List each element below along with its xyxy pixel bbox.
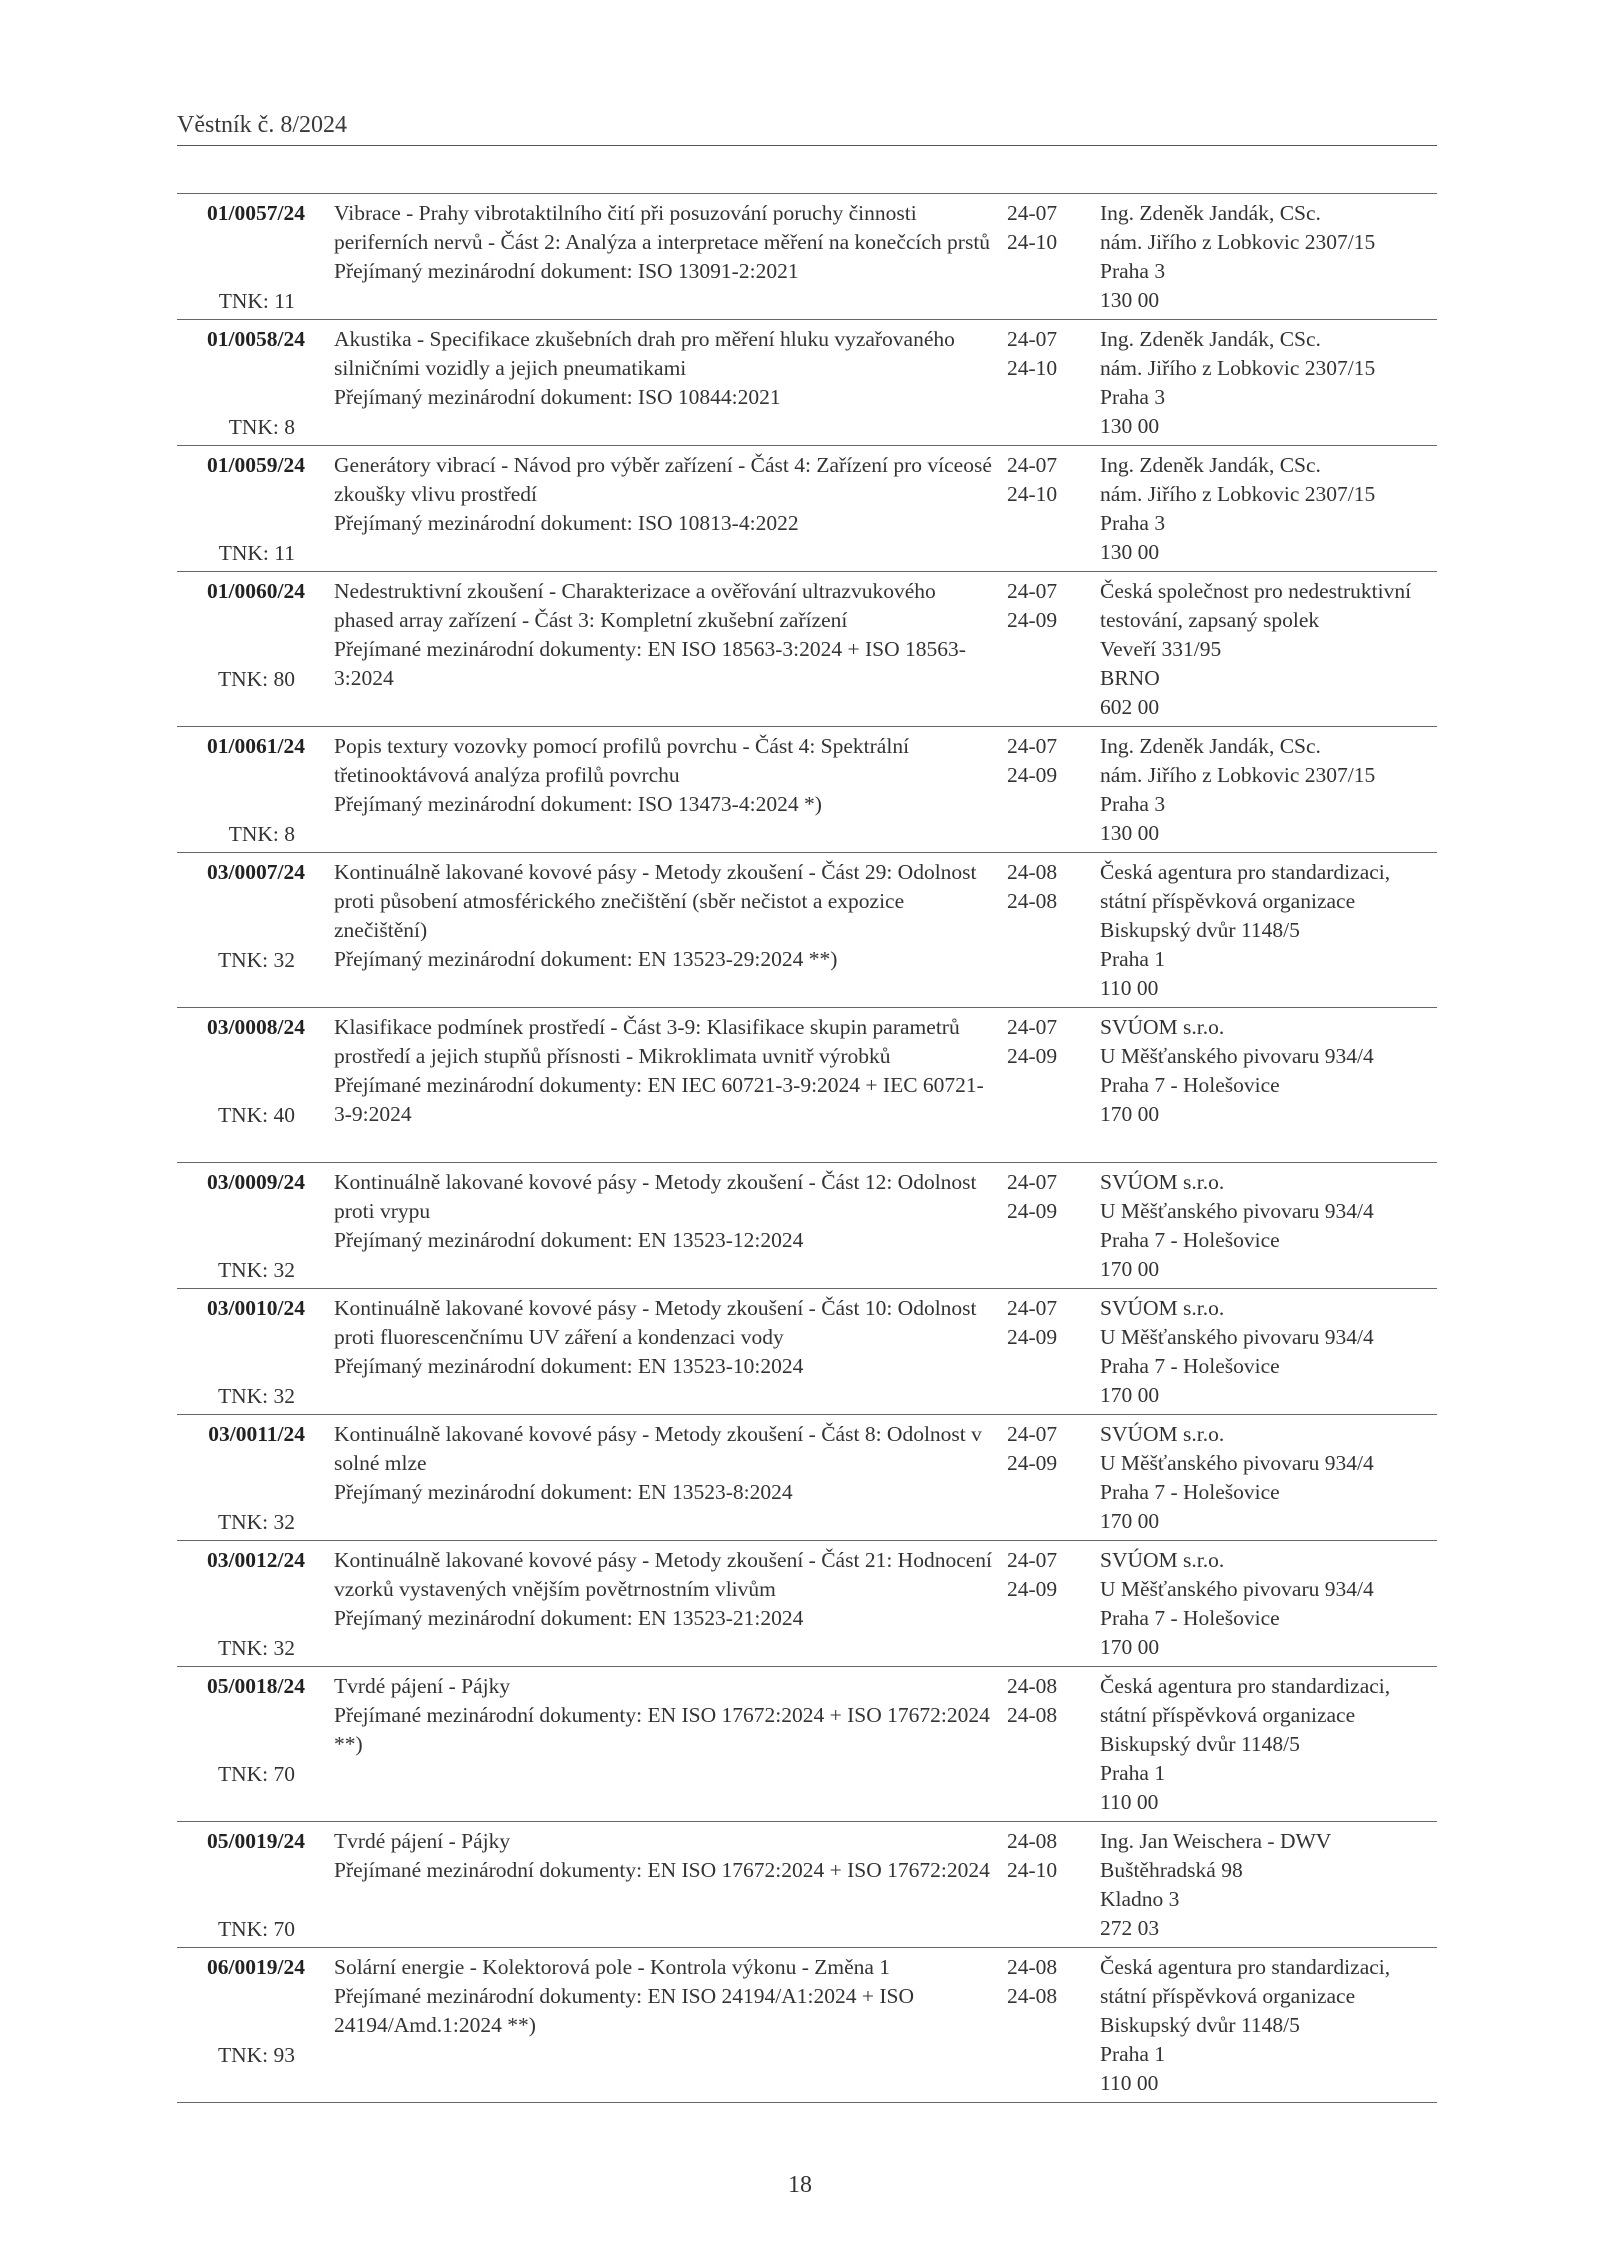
contact-line: 110 00: [1100, 2071, 1159, 2095]
row-title: Kontinuálně lakované kovové pásy - Metody zkoušení - Část 8: Odolnost v solné mlze: [334, 1422, 982, 1475]
contact-line: Ing. Zdeněk Jandák, CSc.: [1100, 327, 1321, 351]
row-id: 01/0057/24: [207, 201, 305, 225]
row-title-cell: [334, 1013, 999, 1129]
contact-line: 170 00: [1100, 1102, 1160, 1126]
row-document: Přejímaný mezinárodní dokument: EN 13523-21:2024: [334, 1606, 804, 1630]
row-dates: [1007, 1546, 1077, 1604]
row-id: 01/0060/24: [207, 579, 305, 603]
contact-line: Ing. Zdeněk Jandák, CSc.: [1100, 453, 1321, 477]
row-title-cell: [334, 577, 999, 693]
table-row: [177, 1008, 1437, 1163]
table-row: [177, 446, 1437, 572]
row-document: Přejímaný mezinárodní dokument: ISO 10844:2021: [334, 385, 781, 409]
row-date-start: 24-07: [1007, 201, 1058, 225]
row-title-cell: [334, 858, 999, 974]
row-dates: [1007, 1420, 1077, 1478]
contact-line: Ing. Zdeněk Jandák, CSc.: [1100, 201, 1321, 225]
table-row: [177, 572, 1437, 727]
contact-line: Praha 1: [1100, 947, 1166, 971]
row-date-end: 24-10: [1007, 230, 1058, 254]
row-dates: [1007, 1672, 1077, 1730]
row-id: 01/0061/24: [207, 734, 305, 758]
contact-line: Praha 3: [1100, 511, 1166, 535]
contact-line: U Měšťanského pivovaru 934/4: [1100, 1577, 1374, 1601]
row-date-start: 24-07: [1007, 734, 1058, 758]
row-contact: [1100, 1827, 1440, 1943]
contact-line: 110 00: [1100, 976, 1159, 1000]
contact-line: 130 00: [1100, 414, 1160, 438]
row-dates: [1007, 1827, 1077, 1885]
row-date-start: 24-07: [1007, 1296, 1058, 1320]
row-title: Kontinuálně lakované kovové pásy - Metody zkoušení - Část 21: Hodnocení vzorků vystavených vnějším povětrnostním vlivům: [334, 1548, 992, 1601]
row-tnk: TNK: 32: [217, 948, 295, 972]
row-title-cell: [334, 1168, 999, 1255]
row-document: Přejímaný mezinárodní dokument: ISO 13091-2:2021: [334, 259, 799, 283]
row-date-start: 24-08: [1007, 1829, 1058, 1853]
row-date-end: 24-08: [1007, 1703, 1058, 1727]
row-id: 03/0007/24: [207, 860, 305, 884]
contact-line: SVÚOM s.r.o.: [1100, 1015, 1225, 1039]
contact-line: BRNO: [1100, 666, 1160, 690]
contact-line: 110 00: [1100, 1790, 1159, 1814]
contact-line: Praha 7 - Holešovice: [1100, 1606, 1280, 1630]
contact-line: 170 00: [1100, 1257, 1160, 1281]
contact-line: SVÚOM s.r.o.: [1100, 1422, 1225, 1446]
page-number: 18: [788, 2172, 812, 2198]
row-date-end: 24-10: [1007, 356, 1058, 380]
row-contact: [1100, 1420, 1440, 1536]
row-dates: [1007, 858, 1077, 916]
row-title: Generátory vibrací - Návod pro výběr zařízení - Část 4: Zařízení pro víceosé zkoušky vlivu prostředí: [334, 453, 992, 506]
row-contact: [1100, 732, 1440, 848]
row-id: 03/0008/24: [207, 1015, 305, 1039]
page-header-title: Věstník č. 8/2024: [177, 112, 347, 138]
contact-line: nám. Jiřího z Lobkovic 2307/15: [1100, 763, 1376, 787]
contact-line: Praha 3: [1100, 792, 1166, 816]
row-document: Přejímaný mezinárodní dokument: ISO 10813-4:2022: [334, 511, 799, 535]
row-date-end: 24-09: [1007, 1325, 1058, 1349]
row-dates: [1007, 1168, 1077, 1226]
row-dates: [1007, 732, 1077, 790]
row-tnk: TNK: 80: [217, 667, 295, 691]
row-title-cell: [334, 199, 999, 286]
row-title-cell: [334, 732, 999, 819]
contact-line: Praha 3: [1100, 385, 1166, 409]
contact-line: 130 00: [1100, 288, 1160, 312]
contact-line: Praha 1: [1100, 2042, 1166, 2066]
row-dates: [1007, 577, 1077, 635]
row-date-start: 24-08: [1007, 1674, 1058, 1698]
row-title-cell: [334, 451, 999, 538]
contact-line: Ing. Zdeněk Jandák, CSc.: [1100, 734, 1321, 758]
row-date-start: 24-07: [1007, 1015, 1058, 1039]
contact-line: U Měšťanského pivovaru 934/4: [1100, 1325, 1374, 1349]
row-id: 03/0011/24: [208, 1422, 305, 1446]
row-tnk: TNK: 11: [218, 289, 295, 313]
row-contact: [1100, 1546, 1440, 1662]
row-date-end: 24-08: [1007, 1984, 1058, 2008]
contact-line: SVÚOM s.r.o.: [1100, 1170, 1225, 1194]
contact-line: 170 00: [1100, 1383, 1160, 1407]
row-title: Popis textury vozovky pomocí profilů povrchu - Část 4: Spektrální třetinooktávová analýza profilů povrchu: [334, 734, 910, 787]
row-id: 03/0010/24: [207, 1296, 305, 1320]
row-date-end: 24-09: [1007, 1044, 1058, 1068]
row-tnk: TNK: 8: [228, 415, 295, 439]
row-tnk: TNK: 32: [217, 1510, 295, 1534]
contact-line: Praha 3: [1100, 259, 1166, 283]
row-title-cell: [334, 1672, 999, 1759]
row-tnk: TNK: 8: [228, 822, 295, 846]
row-tnk: TNK: 11: [218, 541, 295, 565]
row-date-start: 24-07: [1007, 453, 1058, 477]
row-document: Přejímané mezinárodní dokumenty: EN ISO 24194/A1:2024 + ISO 24194/Amd.1:2024 **): [334, 1984, 915, 2037]
row-contact: [1100, 1013, 1440, 1129]
row-id: 03/0009/24: [207, 1170, 305, 1194]
contact-line: 130 00: [1100, 821, 1160, 845]
contact-line: 130 00: [1100, 540, 1160, 564]
row-tnk: TNK: 32: [217, 1384, 295, 1408]
row-date-end: 24-09: [1007, 1451, 1058, 1475]
row-dates: [1007, 1013, 1077, 1071]
row-date-start: 24-07: [1007, 1422, 1058, 1446]
row-document: Přejímané mezinárodní dokumenty: EN ISO 17672:2024 + ISO 17672:2024 **): [334, 1703, 990, 1756]
contact-line: nám. Jiřího z Lobkovic 2307/15: [1100, 356, 1376, 380]
row-date-start: 24-07: [1007, 1548, 1058, 1572]
contact-line: státní příspěvková organizace: [1100, 889, 1356, 913]
row-dates: [1007, 1953, 1077, 2011]
contact-line: SVÚOM s.r.o.: [1100, 1548, 1225, 1572]
row-document: Přejímaný mezinárodní dokument: EN 13523-8:2024: [334, 1480, 793, 1504]
table-row: [177, 1948, 1437, 2103]
row-tnk: TNK: 32: [217, 1258, 295, 1282]
row-contact: [1100, 1294, 1440, 1410]
row-tnk: TNK: 70: [217, 1762, 295, 1786]
row-title: Tvrdé pájení - Pájky: [334, 1829, 511, 1853]
row-contact: [1100, 858, 1440, 1003]
table-row: [177, 727, 1437, 853]
row-date-end: 24-09: [1007, 1577, 1058, 1601]
contact-line: nám. Jiřího z Lobkovic 2307/15: [1100, 230, 1376, 254]
contact-line: U Měšťanského pivovaru 934/4: [1100, 1044, 1374, 1068]
row-date-end: 24-10: [1007, 482, 1058, 506]
row-id: 05/0018/24: [207, 1674, 305, 1698]
row-title-cell: [334, 1294, 999, 1381]
table-row: [177, 1541, 1437, 1667]
row-date-start: 24-07: [1007, 579, 1058, 603]
row-contact: [1100, 325, 1440, 441]
contact-line: Praha 7 - Holešovice: [1100, 1480, 1280, 1504]
contact-line: Praha 7 - Holešovice: [1100, 1228, 1280, 1252]
row-id: 03/0012/24: [207, 1548, 305, 1572]
contact-line: Veveří 331/95: [1100, 637, 1222, 661]
row-date-start: 24-08: [1007, 860, 1058, 884]
row-dates: [1007, 1294, 1077, 1352]
contact-line: nám. Jiřího z Lobkovic 2307/15: [1100, 482, 1376, 506]
row-tnk: TNK: 32: [217, 1636, 295, 1660]
row-title-cell: [334, 1827, 999, 1885]
row-document: Přejímaný mezinárodní dokument: EN 13523-29:2024 **): [334, 947, 838, 971]
row-date-start: 24-07: [1007, 327, 1058, 351]
contact-line: Praha 7 - Holešovice: [1100, 1073, 1280, 1097]
contact-line: Biskupský dvůr 1148/5: [1100, 1732, 1300, 1756]
row-tnk: TNK: 40: [217, 1103, 295, 1127]
header-divider: [177, 145, 1437, 146]
row-title-cell: [334, 1420, 999, 1507]
contact-line: Biskupský dvůr 1148/5: [1100, 918, 1300, 942]
row-title: Tvrdé pájení - Pájky: [334, 1674, 511, 1698]
table-row: [177, 1667, 1437, 1822]
row-dates: [1007, 199, 1077, 257]
row-title-cell: [334, 1546, 999, 1633]
row-title-cell: [334, 1953, 999, 2040]
table-row: [177, 853, 1437, 1008]
contact-line: U Měšťanského pivovaru 934/4: [1100, 1451, 1374, 1475]
row-contact: [1100, 577, 1440, 722]
row-document: Přejímaný mezinárodní dokument: EN 13523-10:2024: [334, 1354, 804, 1378]
table-row: [177, 1163, 1437, 1289]
contact-line: SVÚOM s.r.o.: [1100, 1296, 1225, 1320]
contact-line: 170 00: [1100, 1509, 1160, 1533]
row-date-end: 24-09: [1007, 608, 1058, 632]
contact-line: Ing. Jan Weischera - DWV: [1100, 1829, 1332, 1853]
row-title: Kontinuálně lakované kovové pásy - Metody zkoušení - Část 29: Odolnost proti působení atmosférického znečištění (sběr nečistot a expozice znečištění): [334, 860, 977, 942]
contact-line: Česká agentura pro standardizaci,: [1100, 1674, 1391, 1698]
contact-line: testování, zapsaný spolek: [1100, 608, 1320, 632]
contact-line: státní příspěvková organizace: [1100, 1703, 1356, 1727]
table-row: [177, 194, 1437, 320]
row-id: 01/0059/24: [207, 453, 305, 477]
row-document: Přejímané mezinárodní dokumenty: EN ISO 17672:2024 + ISO 17672:2024: [334, 1858, 990, 1882]
table-row: [177, 1289, 1437, 1415]
row-tnk: TNK: 93: [217, 2043, 295, 2067]
row-title: Klasifikace podmínek prostředí - Část 3-9: Klasifikace skupin parametrů prostředí a jejich stupňů přísnosti - Mikroklimata uvnitř výrobků: [334, 1015, 960, 1068]
contact-line: Česká agentura pro standardizaci,: [1100, 860, 1391, 884]
row-title: Kontinuálně lakované kovové pásy - Metody zkoušení - Část 10: Odolnost proti fluorescenčnímu UV záření a kondenzaci vody: [334, 1296, 977, 1349]
contact-line: Buštěhradská 98: [1100, 1858, 1243, 1882]
row-date-start: 24-08: [1007, 1955, 1058, 1979]
row-contact: [1100, 1168, 1440, 1284]
row-id: 01/0058/24: [207, 327, 305, 351]
table-row: [177, 1822, 1437, 1948]
row-id: 06/0019/24: [207, 1955, 305, 1979]
contact-line: Česká agentura pro standardizaci,: [1100, 1955, 1391, 1979]
row-date-start: 24-07: [1007, 1170, 1058, 1194]
contact-line: 272 03: [1100, 1916, 1160, 1940]
table-row: [177, 320, 1437, 446]
row-date-end: 24-08: [1007, 889, 1058, 913]
row-title: Akustika - Specifikace zkušebních drah pro měření hluku vyzařovaného silničními vozidly a jejich pneumatikami: [334, 327, 955, 380]
contact-line: Biskupský dvůr 1148/5: [1100, 2013, 1300, 2037]
contact-line: státní příspěvková organizace: [1100, 1984, 1356, 2008]
row-date-end: 24-10: [1007, 1858, 1058, 1882]
row-id: 05/0019/24: [207, 1829, 305, 1853]
table-row: [177, 1415, 1437, 1541]
row-tnk: TNK: 70: [217, 1917, 295, 1941]
row-document: Přejímané mezinárodní dokumenty: EN IEC 60721-3-9:2024 + IEC 60721-3-9:2024: [334, 1073, 984, 1126]
row-dates: [1007, 451, 1077, 509]
contact-line: Praha 7 - Holešovice: [1100, 1354, 1280, 1378]
row-date-end: 24-09: [1007, 763, 1058, 787]
row-document: Přejímaný mezinárodní dokument: EN 13523-12:2024: [334, 1228, 804, 1252]
row-contact: [1100, 199, 1440, 315]
row-date-end: 24-09: [1007, 1199, 1058, 1223]
row-dates: [1007, 325, 1077, 383]
row-document: Přejímané mezinárodní dokumenty: EN ISO 18563-3:2024 + ISO 18563-3:2024: [334, 637, 966, 690]
row-title: Kontinuálně lakované kovové pásy - Metody zkoušení - Část 12: Odolnost proti vrypu: [334, 1170, 977, 1223]
row-title: Solární energie - Kolektorová pole - Kontrola výkonu - Změna 1: [334, 1955, 891, 1979]
row-title: Vibrace - Prahy vibrotaktilního čití při posuzování poruchy činnosti periferních nervů - Část 2: Analýza a interpretace měření na konečcích prstů: [334, 201, 991, 254]
standards-table: [177, 193, 1437, 2103]
row-contact: [1100, 1672, 1440, 1817]
contact-line: 602 00: [1100, 695, 1160, 719]
row-document: Přejímaný mezinárodní dokument: ISO 13473-4:2024 *): [334, 792, 822, 816]
contact-line: Praha 1: [1100, 1761, 1166, 1785]
contact-line: Kladno 3: [1100, 1887, 1180, 1911]
contact-line: U Měšťanského pivovaru 934/4: [1100, 1199, 1374, 1223]
row-title-cell: [334, 325, 999, 412]
contact-line: Česká společnost pro nedestruktivní: [1100, 579, 1412, 603]
contact-line: 170 00: [1100, 1635, 1160, 1659]
row-contact: [1100, 451, 1440, 567]
row-title: Nedestruktivní zkoušení - Charakterizace a ověřování ultrazvukového phased array zařízení - Část 3: Kompletní zkušební zařízení: [334, 579, 936, 632]
row-contact: [1100, 1953, 1440, 2098]
